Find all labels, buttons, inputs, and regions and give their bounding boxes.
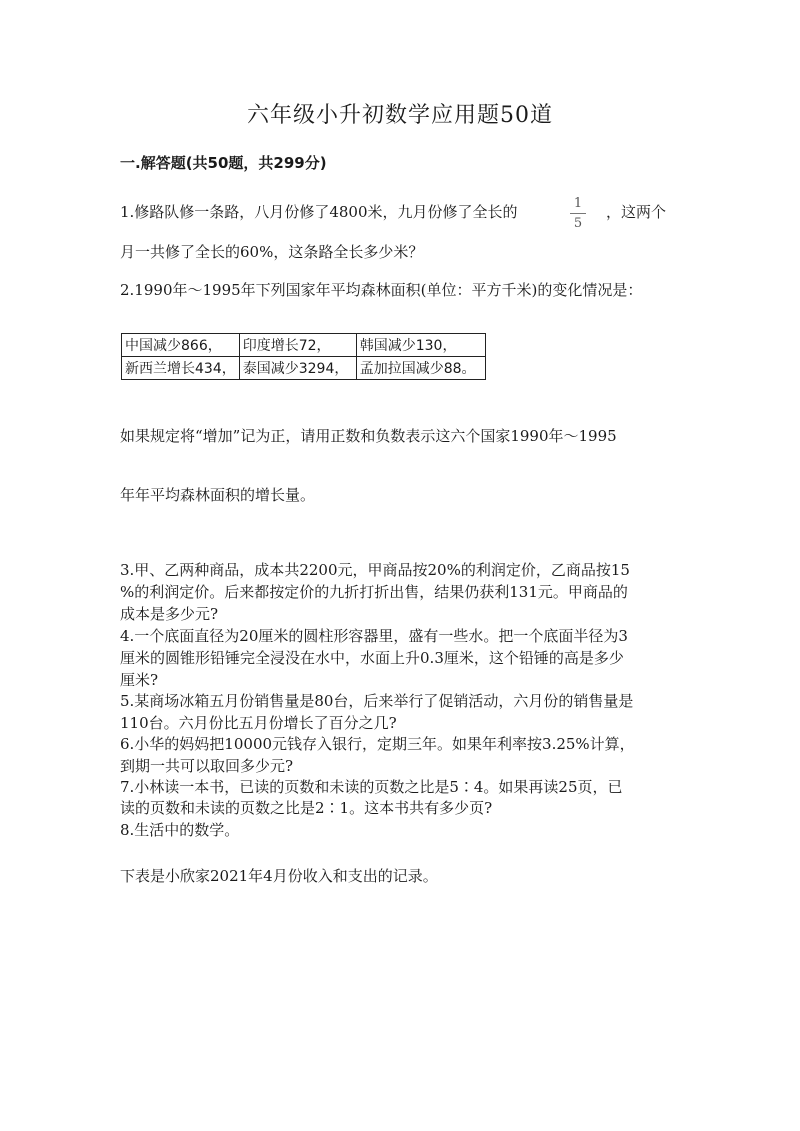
question-text-line: 5.某商场冰箱五月份销售量是80台，后来举行了促销活动，六月份的销售量是: [120, 692, 634, 710]
question-1-line-2: 月一共修了全长的60%，这条路全长多少米？: [120, 243, 424, 261]
question-text-line: 3.甲、乙两种商品，成本共2200元，甲商品按20%的利润定价，乙商品按15: [120, 561, 630, 579]
page-title: 六年级小升初数学应用题50道: [247, 103, 553, 128]
question-text-line: 8.生活中的数学。: [120, 821, 240, 839]
fraction-one-fifth: [568, 196, 588, 231]
question-1-line-1: 1.修路队修一条路，八月份修了4800米，九月份修了全长的: [120, 203, 518, 221]
question-text-line: %的利润定价。后来都按定价的九折打折出售，结果仍获利131元。甲商品的: [120, 583, 628, 601]
forest-change-table: [121, 333, 486, 380]
table-row: [122, 357, 486, 380]
table-cell: 新西兰增长434，: [122, 357, 240, 380]
table-cell: 中国减少866，: [122, 334, 240, 357]
question-2-line-1: 2.1990年～1995年下列国家年平均森林面积(单位：平方千米)的变化情况是：: [120, 281, 643, 299]
table-cell: 韩国减少130，: [356, 334, 485, 357]
question-8-intro: 下表是小欣家2021年4月份收入和支出的记录。: [120, 867, 438, 885]
table-cell: 孟加拉国减少88。: [356, 357, 485, 380]
question-text-line: 110台。六月份比五月份增长了百分之几?: [120, 714, 397, 732]
fraction-bar: [570, 213, 586, 214]
question-2-follow-line-1: 如果规定将“增加”记为正，请用正数和负数表示这六个国家1990年～1995: [120, 427, 617, 445]
fraction-denominator: 5: [573, 216, 583, 231]
question-text-line: 7.小林读一本书，已读的页数和未读的页数之比是5∶4。如果再读25页，已: [120, 778, 623, 796]
question-text-line: 读的页数和未读的页数之比是2∶1。这本书共有多少页?: [120, 799, 493, 817]
table-row: [122, 334, 486, 357]
question-text-line: 6.小华的妈妈把10000元钱存入银行，定期三年。如果年利率按3.25%计算，: [120, 735, 635, 753]
question-1-line-1-end: ，这两个: [606, 203, 667, 221]
question-text-line: 厘米的圆锥形铅锤完全浸没在水中，水面上升0.3厘米，这个铅锤的高是多少: [120, 649, 624, 667]
question-text-line: 到期一共可以取回多少元?: [120, 757, 294, 775]
question-text-line: 成本是多少元?: [120, 605, 219, 623]
table-cell: 泰国减少3294，: [239, 357, 356, 380]
question-text-line: 厘米?: [120, 671, 159, 689]
question-text-line: 4.一个底面直径为20厘米的圆柱形容器里，盛有一些水。把一个底面半径为3: [120, 627, 628, 645]
table-cell: 印度增长72，: [239, 334, 356, 357]
fraction-numerator: 1: [573, 196, 583, 211]
question-2-follow-line-2: 年年平均森林面积的增长量。: [120, 486, 316, 504]
section-heading: 一.解答题(共50题，共299分): [120, 154, 327, 172]
